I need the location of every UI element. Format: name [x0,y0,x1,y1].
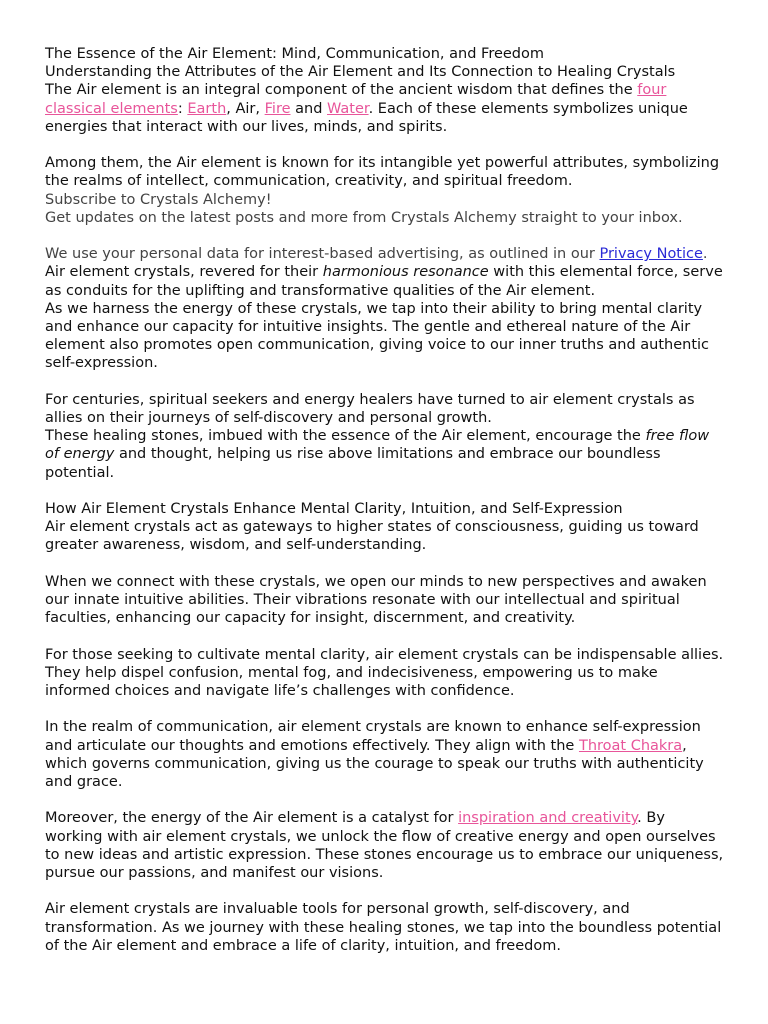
paragraph-connect: When we connect with these crystals, we open our minds to new perspectives and awaken our innate intuitive abilities. Their vibrations resonate with our intellectual and spiritual faculties, enhancing our capacity for insight, discernment, and creativity. [45,573,707,627]
intro-paragraph [45,81,725,136]
crystals-emphasis: harmonious resonance [322,264,489,281]
paragraph-moreover [45,809,725,882]
paragraph-crystals [45,263,725,299]
realm-text-2: , which governs communication, giving us the courage to speak our truths with authenticity and grace. [45,737,704,791]
stones-emphasis: free flow of energy [45,428,710,463]
article-title: The Essence of the Air Element: Mind, Communication, and Freedom [45,46,545,62]
paragraph-centuries: For centuries, spiritual seekers and energy healers have turned to air element crystals as allies on their journeys of self-discovery and personal growth. [45,391,695,427]
crystals-text-1: Air element crystals, revered for their [45,264,323,281]
article-subtitle: Understanding the Attributes of the Air Element and Its Connection to Healing Crystals [45,64,676,81]
paragraph-seeking: For those seeking to cultivate mental clarity, air element crystals can be indispensable allies. They help dispel confusion, mental fog, and indecisiveness, empowering us to make informed choices and navigate life’s challenges with confidence. [45,646,724,700]
paragraph-stones [45,427,725,482]
link-water[interactable]: Water [327,100,369,117]
intro-text-3: , Air, [226,100,265,117]
privacy-notice-link[interactable]: Privacy Notice [599,246,703,263]
link-inspiration-creativity[interactable]: inspiration and creativity [458,810,638,827]
intro-text-5: . Each of these elements symbolizes unique energies that interact with our lives, minds, and spirits. [45,100,688,135]
privacy-notice-line [45,245,725,263]
stones-text-1: These healing stones, imbued with the essence of the Air element, encourage the [45,428,646,445]
subscribe-heading: Subscribe to Crystals Alchemy! [45,191,272,208]
moreover-text-1: Moreover, the energy of the Air element is a catalyst for [45,810,459,827]
intro-text-1: The Air element is an integral component of the ancient wisdom that defines the [45,82,638,99]
realm-text-1: In the realm of communication, air element crystals are known to enhance self-expression and articulate our thoughts and emotions effectively. They align with the [45,719,701,754]
privacy-end: . [702,246,708,263]
moreover-text-2: . By working with air element crystals, we unlock the flow of creative energy and open ourselves to new ideas and artistic expression. These stones encourage us to embrace our uniqueness, pursue our passions, and manifest our visions. [45,810,724,882]
paragraph-among: Among them, the Air element is known for its intangible yet powerful attributes, symbolizing the realms of intellect, communication, creativity, and spiritual freedom. [45,155,720,190]
crystals-text-2: with this elemental force, serve as conduits for the uplifting and transformative qualities of the Air element. [45,264,723,299]
intro-text-4: and [290,100,328,117]
paragraph-realm [45,718,725,791]
article [45,45,725,955]
intro-text-2: : [177,100,188,117]
link-fire[interactable]: Fire [264,100,291,117]
link-throat-chakra[interactable]: Throat Chakra [578,737,683,754]
paragraph-tools: Air element crystals are invaluable tools for personal growth, self-discovery, and transformation. As we journey with these healing stones, we tap into the boundless potential of the Air element and embrace a life of clarity, intuition, and freedom. [45,901,722,954]
privacy-text: We use your personal data for interest-based advertising, as outlined in our [45,246,600,263]
link-four-classical-elements[interactable]: four classical elements [45,82,667,117]
subscribe-section [45,191,725,264]
stones-text-2: and thought, helping us rise above limitations and embrace our boundless potential. [45,446,661,481]
link-earth[interactable]: Earth [187,100,227,117]
paragraph-harness: As we harness the energy of these crystals, we tap into their ability to bring mental clarity and enhance our capacity for intuitive insights. The gentle and ethereal nature of the Air element also promotes open communication, giving voice to our inner truths and authentic self-expression. [45,300,710,372]
paragraph-gateways: Air element crystals act as gateways to higher states of consciousness, guiding us toward greater awareness, wisdom, and self-understanding. [45,519,699,554]
subscribe-text: Get updates on the latest posts and more from Crystals Alchemy straight to your inbox. [45,209,683,226]
section-heading: How Air Element Crystals Enhance Mental Clarity, Intuition, and Self-Expression [45,501,623,518]
